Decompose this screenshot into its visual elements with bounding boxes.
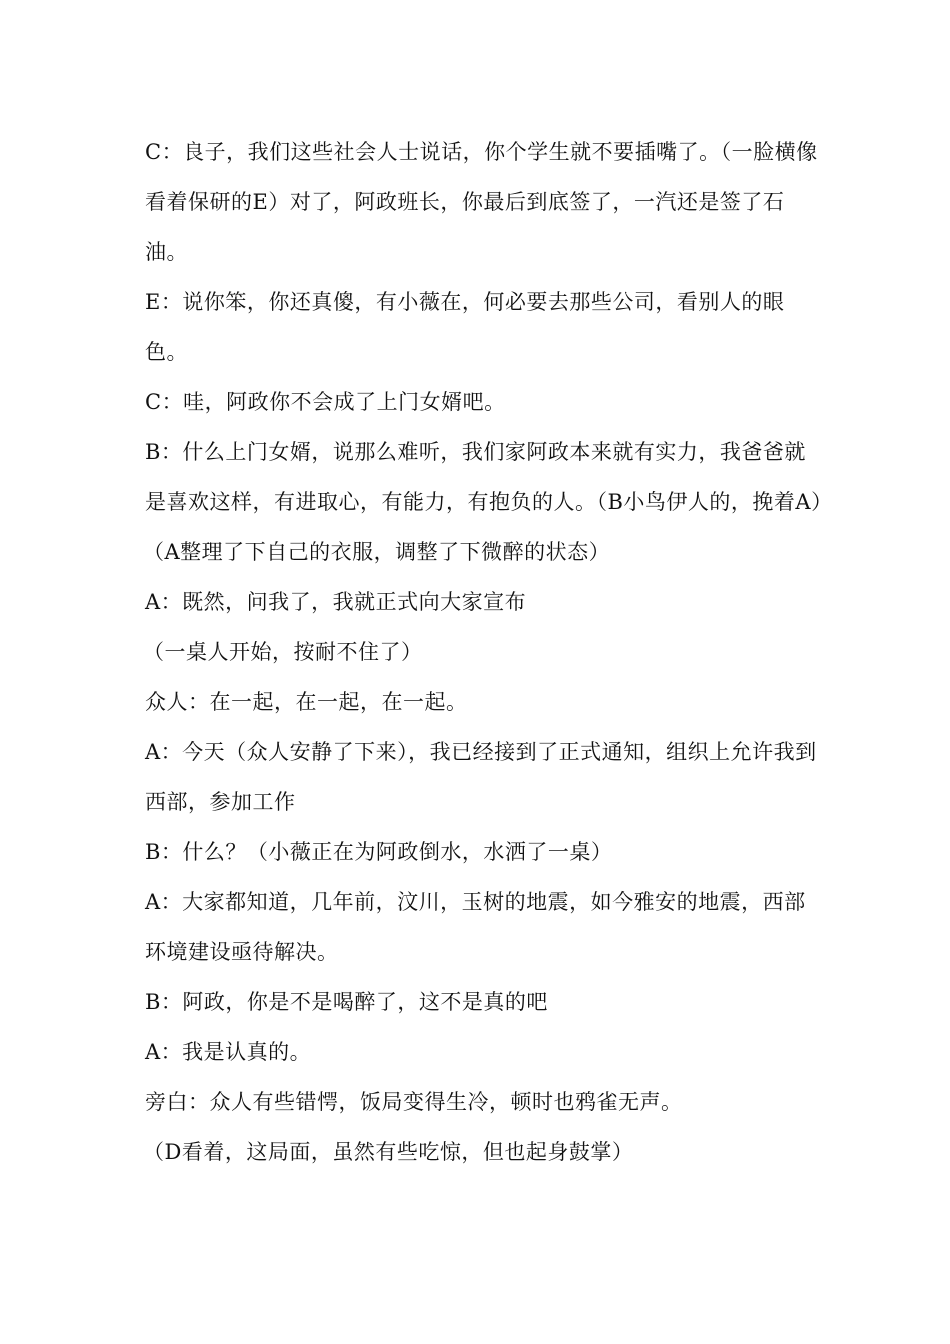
dialogue-line-e-1: E：说你笨，你还真傻，有小薇在，何必要去那些公司，看别人的眼色。 xyxy=(145,290,785,364)
stage-direction-1: （A整理了下自己的衣服，调整了下微醉的状态） xyxy=(143,540,611,564)
dialogue-line-b-2: B：什么？（小薇正在为阿政倒水，水洒了一桌） xyxy=(145,840,613,864)
dialogue-line-crowd: 众人：在一起，在一起，在一起。 xyxy=(145,690,468,714)
dialogue-line-a-1: A：既然，问我了，我就正式向大家宣布 xyxy=(145,590,527,614)
dialogue-line-c-1: C：良子，我们这些社会人士说话，你个学生就不要插嘴了。（一脸横像看着保研的E）对了，阿政班长，你最后到底签了，一汽还是签了石油。 xyxy=(145,140,818,264)
dialogue-line-b-3: B：阿政，你是不是喝醉了，这不是真的吧 xyxy=(145,990,548,1014)
dialogue-line-a-2: A：今天（众人安静了下来），我已经接到了正式通知，组织上允许我到西部，参加工作 xyxy=(145,740,817,814)
script-body xyxy=(143,127,833,1177)
stage-direction-2: （一桌人开始，按耐不住了） xyxy=(143,640,423,664)
narration-line: 旁白：众人有些错愕，饭局变得生冷，顿时也鸦雀无声。 xyxy=(145,1090,683,1114)
dialogue-line-b-1: B：什么上门女婿，说那么难听，我们家阿政本来就有实力，我爸爸就是喜欢这样，有进取心，有能力，有抱负的人。（B小鸟伊人的，挽着A） xyxy=(145,440,833,514)
dialogue-line-c-2: C：哇，阿政你不会成了上门女婿吧。 xyxy=(145,390,506,414)
stage-direction-3: （D看着，这局面，虽然有些吃惊，但也起身鼓掌） xyxy=(143,1140,634,1164)
dialogue-line-a-3: A：大家都知道，几年前，汶川，玉树的地震，如今雅安的地震，西部环境建设亟待解决。 xyxy=(145,890,806,964)
dialogue-line-a-4: A：我是认真的。 xyxy=(145,1040,312,1064)
